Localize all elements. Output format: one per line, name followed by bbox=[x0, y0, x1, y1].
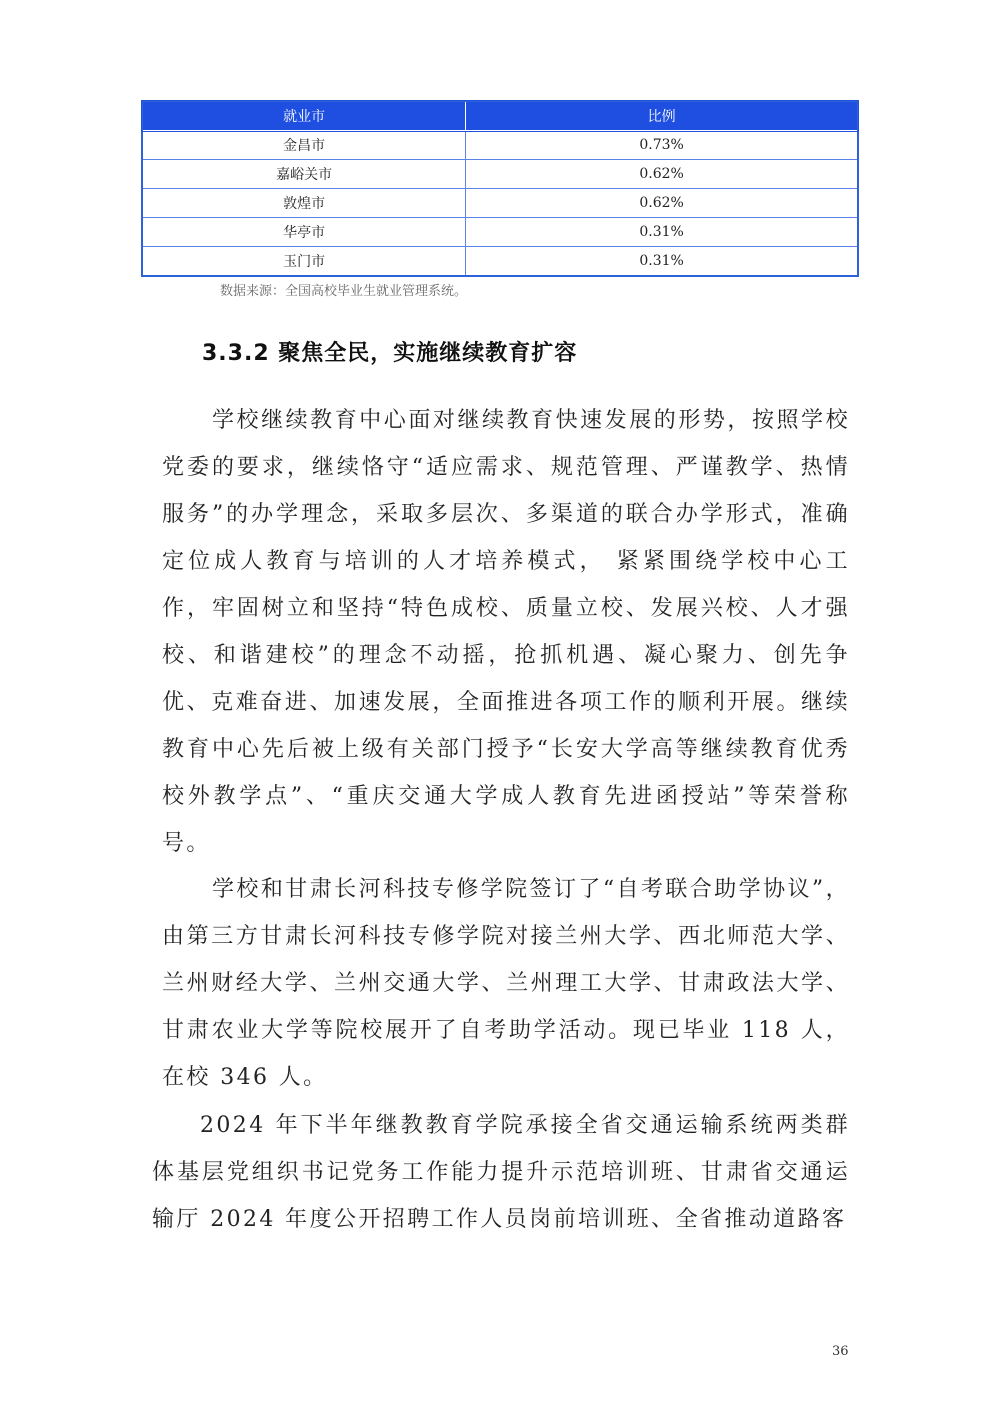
ratio-cell: 0.73% bbox=[466, 131, 858, 160]
table-row bbox=[142, 247, 858, 277]
table-row bbox=[142, 160, 858, 189]
city-cell: 金昌市 bbox=[142, 131, 466, 160]
table-row bbox=[142, 218, 858, 247]
header-city: 就业市 bbox=[142, 101, 466, 131]
ratio-cell: 0.31% bbox=[466, 247, 858, 277]
city-cell: 敦煌市 bbox=[142, 189, 466, 218]
ratio-cell: 0.62% bbox=[466, 160, 858, 189]
city-cell: 华亭市 bbox=[142, 218, 466, 247]
table-row bbox=[142, 189, 858, 218]
ratio-cell: 0.31% bbox=[466, 218, 858, 247]
table-header-row bbox=[142, 101, 858, 131]
employment-city-table bbox=[141, 100, 859, 277]
paragraph-training-programs: 2024 年下半年继教教育学院承接全省交通运输系统两类群体基层党组织书记党务工作能力提升示范培训班、甘肃省交通运输厅 2024 年度公开招聘工作人员岗前培训班、全省推动道路客 bbox=[152, 1113, 850, 1232]
city-cell: 玉门市 bbox=[142, 247, 466, 277]
paragraph-continuing-education: 学校继续教育中心面对继续教育快速发展的形势，按照学校党委的要求，继续恪守“适应需求、规范管理、严谨教学、热情服务”的办学理念，采取多层次、多渠道的联合办学形式，准确定位成人教育与培训的人才培养模式， 紧紧围绕学校中心工作，牢固树立和坚持“特色成校、质量立校、发展兴校、人才强校、和谐建校”的理念不动摇，抢抓机遇、凝心聚力、创先争优、克难奋进、加速发展，全面推进各项工作的顺利开展。继续教育中心先后被上级有关部门授予“长安大学高等继续教育优秀校外教学点”、“重庆交通大学成人教育先进函授站”等荣誉称号。 bbox=[162, 408, 850, 856]
header-ratio: 比例 bbox=[466, 101, 858, 131]
ratio-cell: 0.62% bbox=[466, 189, 858, 218]
city-cell: 嘉峪关市 bbox=[142, 160, 466, 189]
page-number: 36 bbox=[832, 1344, 849, 1359]
table-row bbox=[142, 131, 858, 160]
table-source-note: 数据来源：全国高校毕业生就业管理系统。 bbox=[220, 284, 468, 299]
section-heading: 3.3.2 聚焦全民，实施继续教育扩容 bbox=[202, 341, 578, 366]
paragraph-self-study-assistance: 学校和甘肃长河科技专修学院签订了“自考联合助学协议”，由第三方甘肃长河科技专修学院对接兰州大学、西北师范大学、兰州财经大学、兰州交通大学、兰州理工大学、甘肃政法大学、甘肃农业大学等院校展开了自考助学活动。现已毕业 118 人，在校 346 人。 bbox=[162, 877, 850, 1090]
